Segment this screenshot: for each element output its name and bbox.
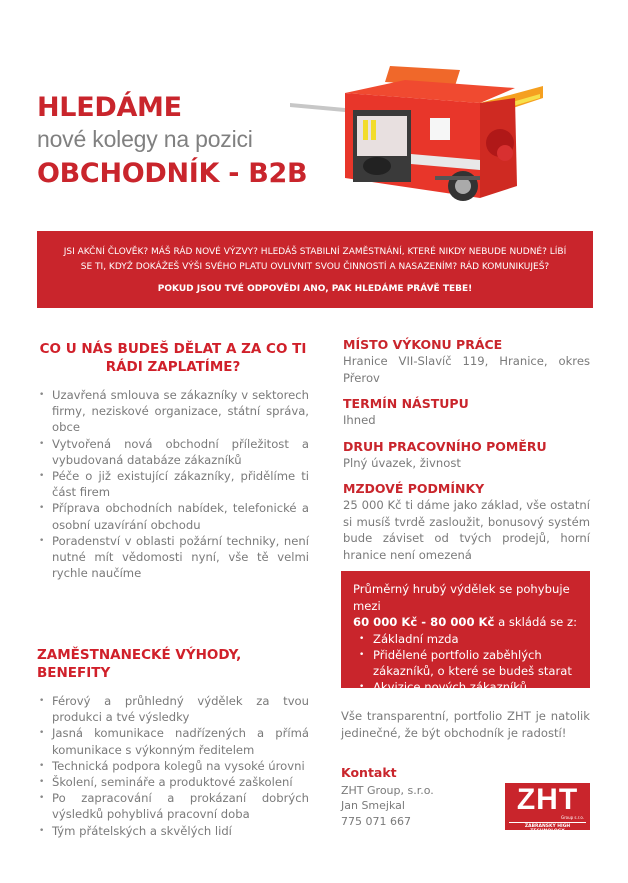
- list-item: • Péče o již existující zákazníky, přidělíme ti část firem: [37, 468, 309, 500]
- salary-range: 60 000 Kč - 80 000 Kč: [353, 615, 495, 629]
- list-item: • Školení, semináře a produktové zaškolení: [37, 774, 309, 790]
- list-item: • Férový a průhledný výdělek za tvou produkci a tvé výsledky: [37, 693, 309, 725]
- headline-hledame: HLEDÁME: [37, 92, 182, 123]
- list-item: • Uzavřená smlouva se zákazníky v sektorech firmy, neziskové organizace, státní správa, obce: [37, 387, 309, 436]
- list-item: • Základní mzda: [353, 631, 578, 647]
- list-item: • Jasná komunikace nadřízených a přímá komunikace s výkonným ředitelem: [37, 725, 309, 757]
- headline-subtitle: nové kolegy na pozici: [37, 126, 253, 152]
- contact-section: [341, 765, 501, 829]
- list-item: • Vytvořená nová obchodní příležitost a vybudovaná databáze zákazníků: [37, 436, 309, 468]
- banner-emphasis: POKUD JSOU TVÉ ODPOVĚDI ANO, PAK HLEDÁME PRÁVĚ TEBE!: [157, 284, 473, 294]
- logo-sub: Group s.r.o.: [560, 815, 584, 820]
- salary-range-line: [353, 614, 578, 631]
- benefits-section: [37, 646, 309, 839]
- duties-list: [37, 387, 309, 581]
- duties-section: [37, 340, 309, 581]
- salary-box: [341, 571, 590, 695]
- list-item: • Technická podpora kolegů na vysoké úrovni: [37, 758, 309, 774]
- salary-heading: MZDOVÉ PODMÍNKY: [343, 481, 485, 496]
- contact-name: Jan Smejkal: [341, 799, 405, 812]
- logo-text: ZHT: [516, 783, 579, 816]
- list-item: • Příprava obchodních nabídek, telefonické a osobní uzavírání obchodu: [37, 500, 309, 532]
- job-title: OBCHODNÍK - B2B: [37, 158, 308, 189]
- banner-questions: JSI AKČNÍ ČLOVĚK? MÁŠ RÁD NOVÉ VÝZVY? HLEDÁŠ STABILNÍ ZAMĚSTNÁNÍ, KTERÉ NIKDY NEBUDE NUDNÉ? LÍBÍ SE TI, KDYŽ DOKÁŽEŠ VÝŠI SVÉHO PLATU OVLIVNIT SVOU ČINNOSTÍ A NASAZENÍM? RÁD KOMUNIKUJEŠ?: [63, 247, 567, 272]
- employment-type-heading: DRUH PRACOVNÍHO POMĚRU: [343, 438, 547, 454]
- closing-text: Vše transparentní, portfolio ZHT je natolik jedinečné, že být obchodník je radostí!: [341, 709, 590, 740]
- list-item: • Tým přátelských a skvělých lidí: [37, 823, 309, 839]
- list-item: • Po zapracování a prokázaní dobrých výsledků pohyblivá pracovní doba: [37, 790, 309, 822]
- duties-heading: CO U NÁS BUDEŠ DĚLAT A ZA CO TI RÁDI ZAPLATÍME?: [39, 341, 307, 375]
- zht-logo: [505, 783, 590, 834]
- start-date-heading: TERMÍN NÁSTUPU: [343, 396, 469, 411]
- salary-intro: Průměrný hrubý výdělek se pohybuje mezi: [353, 582, 570, 613]
- logo-tagline: ZABRANSKY HIGH TECHNOLOGY: [509, 822, 586, 834]
- contact-heading: Kontakt: [341, 765, 397, 780]
- benefits-list: [37, 693, 309, 839]
- salary-suffix: a skládá se z:: [494, 615, 577, 629]
- employment-type-text: Plný úvazek, živnost: [343, 455, 461, 470]
- fire-trailer-image: [285, 58, 547, 208]
- job-details: [343, 336, 590, 572]
- salary-text: 25 000 Kč ti dáme jako základ, vše ostatní si musíš tvrdě zasloužit, bonusový systém bude záviset od tvých prodejů, horní hranice není omezená: [343, 498, 590, 562]
- salary-components: [353, 631, 578, 696]
- contact-company: ZHT Group, s.r.o.: [341, 783, 434, 797]
- benefits-heading: ZAMĚSTNANECKÉ VÝHODY, BENEFITY: [37, 647, 242, 681]
- start-date-text: Ihned: [343, 413, 376, 427]
- list-item: • Přidělené portfolio zaběhlých zákazníků, o které se budeš starat: [353, 647, 578, 679]
- workplace-text: Hranice VII-Slavíč 119, Hranice, okres Přerov: [343, 354, 590, 385]
- list-item: • Poradenství v oblasti požární techniky, není nutné mít vědomosti nyní, vše tě velmi rychle naučíme: [37, 533, 309, 582]
- intro-banner: [37, 231, 593, 308]
- contact-phone[interactable]: 775 071 667: [341, 814, 411, 828]
- list-item: • Akvizice nových zákazníků: [353, 679, 578, 695]
- workplace-heading: MÍSTO VÝKONU PRÁCE: [343, 337, 503, 352]
